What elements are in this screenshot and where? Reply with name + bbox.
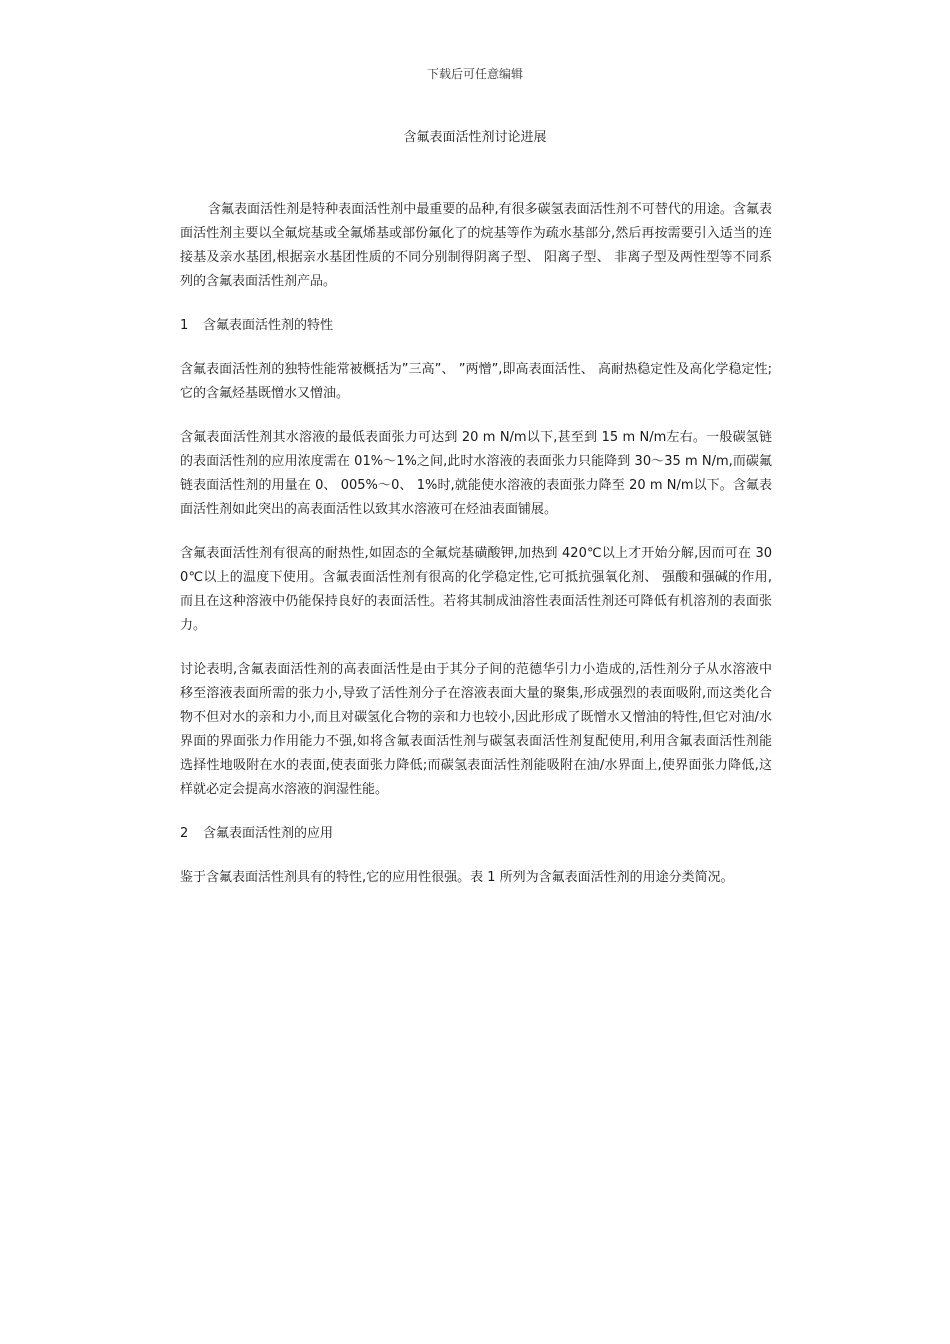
header-note: 下载后可任意编辑 <box>426 67 523 81</box>
section-1-number: 1 <box>180 318 189 333</box>
section-1-heading <box>180 314 772 338</box>
section-1-heading-text: 含氟表面活性剂的特性 <box>203 318 334 333</box>
section-2-paragraph-1: 鉴于含氟表面活性剂具有的特性,它的应用性很强。表 1 所列为含氟表面活性剂的用途分类简况。 <box>180 870 734 885</box>
section-1-paragraph-3: 含氟表面活性剂有很高的耐热性,如固态的全氟烷基磺酸钾,加热到 420℃以上才开始分解,因而可在 300℃以上的温度下使用。含氟表面活性剂有很高的化学稳定性,它可抵抗强氧化剂、 强酸和强碱的作用,而且在这种溶液中仍能保持良好的表面活性。若将其制成油溶性表面活性剂还可降低有机溶剂的表面张力。 <box>180 546 772 633</box>
section-1-paragraph-2: 含氟表面活性剂其水溶液的最低表面张力可达到 20 m N/m以下,甚至到 15 m N/m左右。一般碳氢链的表面活性剂的应用浓度需在 01%～1%之间,此时水溶液的表面张力只能降到 30～35 m N/m,而碳氟链表面活性剂的用量在 0、 005%～0、 1%时,就能使水溶液的表面张力降至 20 m N/m以下。含氟表面活性剂如此突出的高表面活性以致其水溶液可在烃油表面铺展。 <box>180 430 772 517</box>
section-1-paragraph-1: 含氟表面活性剂的独特性能常被概括为”三高”、 ”两憎”,即高表面活性、 高耐热稳定性及高化学稳定性;它的含氟烃基既憎水又憎油。 <box>180 362 772 401</box>
section-2-heading <box>180 822 772 846</box>
page-title: 含氟表面活性剂讨论进展 <box>403 130 547 145</box>
document-body <box>180 198 772 890</box>
section-2-number: 2 <box>180 826 189 841</box>
intro-paragraph: 含氟表面活性剂是特种表面活性剂中最重要的品种,有很多碳氢表面活性剂不可替代的用途。含氟表面活性剂主要以全氟烷基或全氟烯基或部份氟化了的烷基等作为疏水基部分,然后再按需要引入适当的连接基及亲水基团,根据亲水基团性质的不同分别制得阴离子型、 阳离子型、 非离子型及两性型等不同系列的含氟表面活性剂产品。 <box>180 202 772 289</box>
section-2-heading-text: 含氟表面活性剂的应用 <box>203 826 334 841</box>
section-1-paragraph-4: 讨论表明,含氟表面活性剂的高表面活性是由于其分子间的范德华引力小造成的,活性剂分子从水溶液中移至溶液表面所需的张力小,导致了活性剂分子在溶液表面大量的聚集,形成强烈的表面吸附,而这类化合物不但对水的亲和力小,而且对碳氢化合物的亲和力也较小,因此形成了既憎水又憎油的特性,但它对油/水界面的界面张力作用能力不强,如将含氟表面活性剂与碳氢表面活性剂复配使用,利用含氟表面活性剂能选择性地吸附在水的表面,使表面张力降低;而碳氢表面活性剂能吸附在油/水界面上,使界面张力降低,这样就必定会提高水溶液的润湿性能。 <box>180 662 772 797</box>
